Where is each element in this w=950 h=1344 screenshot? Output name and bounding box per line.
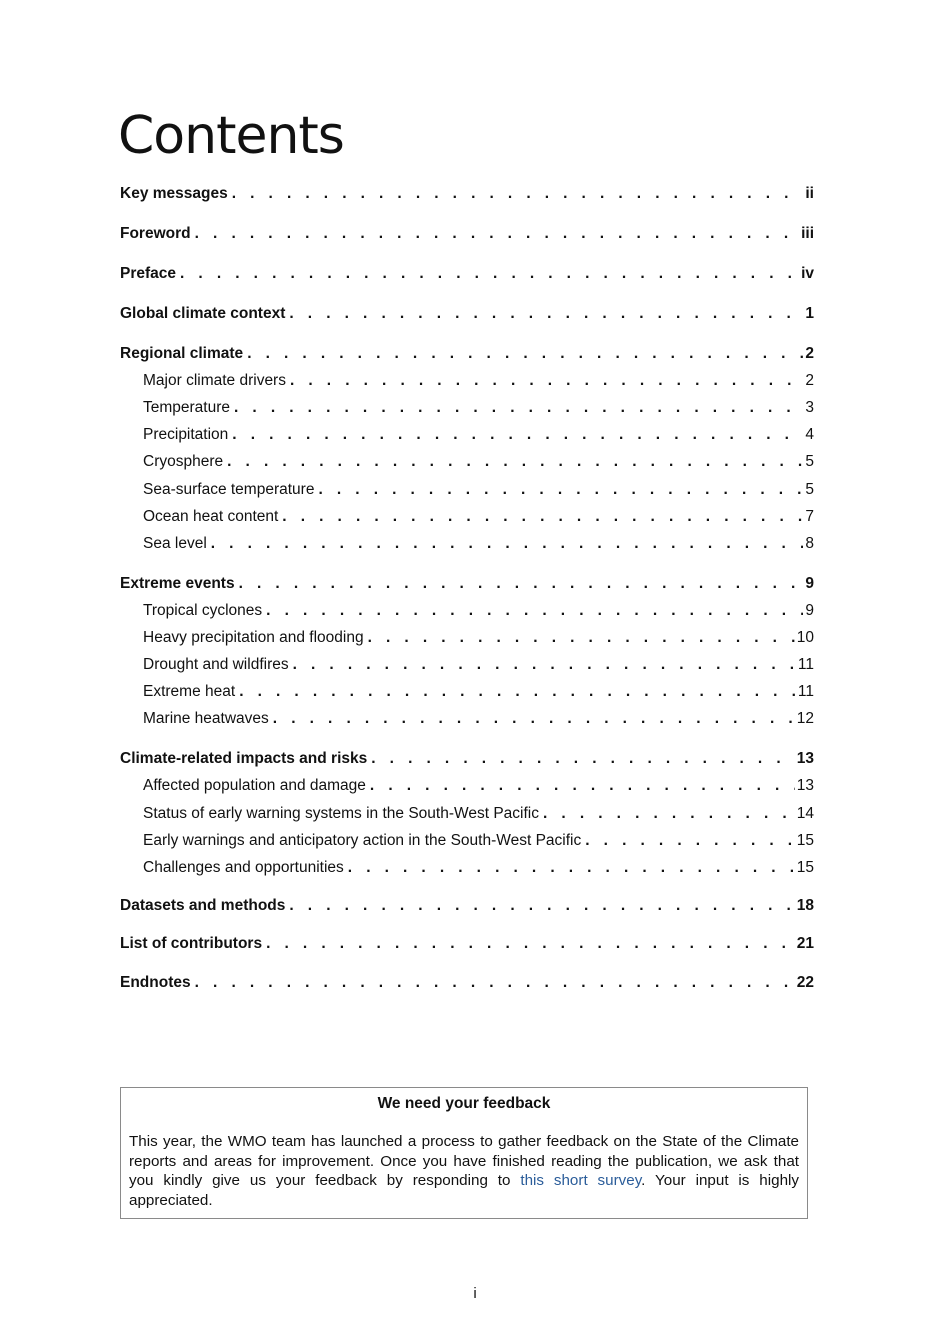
- toc-subentry[interactable]: [143, 654, 814, 676]
- toc-entry-label: Extreme heat: [143, 683, 236, 700]
- toc-subentry[interactable]: [143, 830, 814, 852]
- toc-entry-label: Challenges and opportunities: [143, 859, 344, 876]
- toc-dot-leader: [371, 748, 795, 770]
- toc-dot-leader: [239, 681, 796, 703]
- toc-dot-leader: [290, 370, 803, 392]
- toc-entry[interactable]: [120, 303, 814, 325]
- toc-dot-leader: [273, 708, 795, 730]
- toc-dot-leader: [543, 803, 795, 825]
- survey-link[interactable]: this short survey: [520, 1172, 642, 1189]
- toc-subentry[interactable]: [143, 803, 814, 825]
- toc-dot-leader: [368, 627, 795, 649]
- toc-dot-leader: [282, 506, 803, 528]
- toc-entry-page-number: 2: [805, 372, 814, 389]
- toc-entry-label: Regional climate: [120, 345, 244, 362]
- toc-entry-label: Major climate drivers: [143, 372, 286, 389]
- toc-entry-label: Sea level: [143, 535, 207, 552]
- toc-entry-label: Marine heatwaves: [143, 710, 269, 727]
- feedback-text-before: This year, the WMO team has launched a process to gather feedback on the State of the Climate reports and areas for improvement. Once you have finished reading the publication, we ask that you kindly give us your feedback by responding to: [129, 1133, 799, 1189]
- toc-dot-leader: [232, 424, 803, 446]
- toc-dot-leader: [266, 600, 803, 622]
- toc-subentry[interactable]: [143, 506, 814, 528]
- toc-subentry[interactable]: [143, 627, 814, 649]
- toc-entry-page-number: 11: [797, 683, 814, 700]
- toc-subentry[interactable]: [143, 857, 814, 879]
- toc-entry-page-number: 21: [796, 935, 814, 952]
- toc-entry-page-number: 15: [796, 832, 814, 849]
- toc-entry-page-number: 22: [796, 974, 814, 991]
- toc-subentry[interactable]: [143, 397, 814, 419]
- toc-entry-label: Extreme events: [120, 575, 235, 592]
- toc-entry-label: Status of early warning systems in the South-West Pacific: [143, 805, 539, 822]
- toc-dot-leader: [370, 775, 795, 797]
- toc-entry-label: Tropical cyclones: [143, 602, 263, 619]
- toc-dot-leader: [227, 451, 803, 473]
- toc-entry-page-number: 10: [796, 629, 814, 646]
- toc-entry[interactable]: [120, 972, 814, 994]
- toc-entry-page-number: 5: [805, 481, 814, 498]
- toc-entry[interactable]: [120, 223, 814, 245]
- toc-dot-leader: [247, 343, 803, 365]
- toc-subentry[interactable]: [143, 370, 814, 392]
- toc-entry-label: Preface: [120, 265, 177, 282]
- toc-subentry[interactable]: [143, 775, 814, 797]
- toc-entry-page-number: 4: [805, 426, 814, 443]
- toc-entry-label: List of contributors: [120, 935, 263, 952]
- toc-entry-page-number: 15: [796, 859, 814, 876]
- toc-dot-leader: [318, 479, 803, 501]
- toc-entry-page-number: 9: [805, 602, 814, 619]
- feedback-text: [129, 1132, 799, 1210]
- toc-entry-page-number: ii: [805, 185, 814, 202]
- toc-entry-page-number: 1: [805, 305, 814, 322]
- toc-entry-page-number: 13: [796, 777, 814, 794]
- toc-entry-page-number: 5: [805, 453, 814, 470]
- toc-subentry[interactable]: [143, 533, 814, 555]
- toc-entry-label: Datasets and methods: [120, 897, 286, 914]
- toc-dot-leader: [234, 397, 803, 419]
- toc-dot-leader: [293, 654, 796, 676]
- toc-dot-leader: [239, 573, 804, 595]
- toc-entry-label: Cryosphere: [143, 453, 224, 470]
- feedback-box: [120, 1087, 808, 1219]
- toc-entry-page-number: 13: [796, 750, 814, 767]
- toc-entry-label: Climate-related impacts and risks: [120, 750, 368, 767]
- toc-entry-page-number: 9: [805, 575, 814, 592]
- toc-dot-leader: [195, 972, 795, 994]
- toc-entry-page-number: 8: [805, 535, 814, 552]
- toc-subentry[interactable]: [143, 708, 814, 730]
- toc-entry-page-number: 12: [796, 710, 814, 727]
- toc-entry-page-number: 11: [797, 656, 814, 673]
- toc-entry-label: Ocean heat content: [143, 508, 279, 525]
- toc-subentry[interactable]: [143, 681, 814, 703]
- toc-entry[interactable]: [120, 895, 814, 917]
- toc-entry-label: Global climate context: [120, 305, 286, 322]
- toc-entry[interactable]: [120, 343, 814, 365]
- toc-entry-page-number: 3: [805, 399, 814, 416]
- toc-entry-label: Key messages: [120, 185, 228, 202]
- toc-entry-label: Drought and wildfires: [143, 656, 289, 673]
- toc-subentry[interactable]: [143, 479, 814, 501]
- toc-dot-leader: [180, 263, 799, 285]
- toc-entry-label: Endnotes: [120, 974, 191, 991]
- toc-subentry[interactable]: [143, 424, 814, 446]
- toc-entry-page-number: 14: [796, 805, 814, 822]
- toc-dot-leader: [232, 183, 804, 205]
- toc-dot-leader: [211, 533, 804, 555]
- toc-subentry[interactable]: [143, 451, 814, 473]
- toc-entry[interactable]: [120, 263, 814, 285]
- toc-entry-label: Temperature: [143, 399, 231, 416]
- toc-dot-leader: [289, 895, 794, 917]
- toc-dot-leader: [585, 830, 795, 852]
- toc-entry[interactable]: [120, 573, 814, 595]
- toc-entry-label: Early warnings and anticipatory action in the South-West Pacific: [143, 832, 582, 849]
- toc-entry-page-number: 7: [805, 508, 814, 525]
- toc-entry-label: Precipitation: [143, 426, 229, 443]
- toc-entry-label: Foreword: [120, 225, 191, 242]
- toc-entry[interactable]: [120, 748, 814, 770]
- feedback-text-after: . Your input is highly appreciated.: [129, 1172, 799, 1209]
- toc-entry-page-number: 2: [805, 345, 814, 362]
- page-title: Contents: [118, 106, 344, 166]
- toc-entry-page-number: iii: [801, 225, 814, 242]
- toc-entry-label: Sea-surface temperature: [143, 481, 315, 498]
- toc-dot-leader: [289, 303, 803, 325]
- toc-entry[interactable]: [120, 933, 814, 955]
- toc-dot-leader: [348, 857, 795, 879]
- toc-entry[interactable]: [120, 183, 814, 205]
- toc-entry-label: Heavy precipitation and flooding: [143, 629, 364, 646]
- toc-entry-page-number: 18: [796, 897, 814, 914]
- feedback-title: We need your feedback: [377, 1095, 551, 1112]
- toc-entry-page-number: iv: [801, 265, 814, 282]
- toc-dot-leader: [195, 223, 799, 245]
- toc-dot-leader: [266, 933, 795, 955]
- toc-subentry[interactable]: [143, 600, 814, 622]
- page-number: i: [473, 1285, 477, 1302]
- toc-entry-label: Affected population and damage: [143, 777, 366, 794]
